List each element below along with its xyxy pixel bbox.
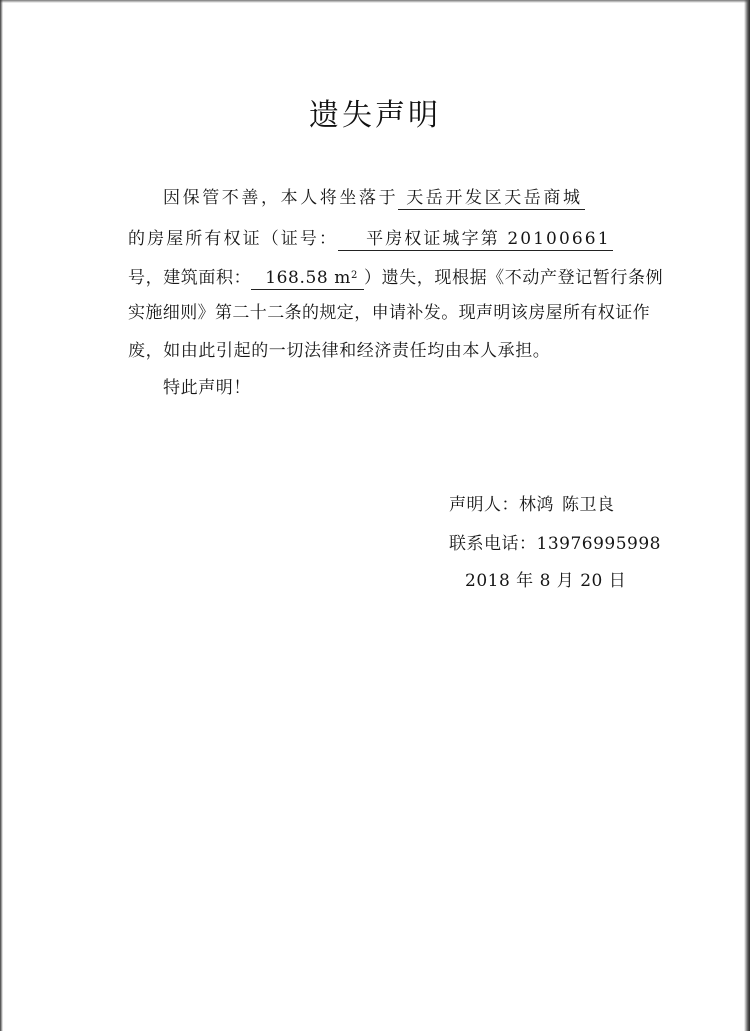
building-area <box>251 268 364 290</box>
declaration-date: 2018 年 8 月 20 日 <box>465 571 627 591</box>
body-line-1-text: 因保管不善，本人将坐落于 <box>163 188 399 208</box>
declarant-line <box>449 495 615 515</box>
body-line-2-text: 的房屋所有权证（证号： <box>128 229 339 249</box>
scan-edge-top <box>0 0 750 3</box>
body-line-3-suffix: ）遗失，现根据《不动产登记暂行条例 <box>363 268 664 288</box>
building-area-value: 168.58 m <box>265 268 352 288</box>
body-line-5: 废，如由此引起的一切法律和经济责任均由本人承担。 <box>128 341 551 361</box>
property-location: 天岳开发区天岳商城 <box>398 188 584 210</box>
body-line-2 <box>128 229 613 249</box>
certificate-number: 平房权证城字第 20100661 <box>338 229 613 251</box>
phone-label: 联系电话： <box>449 534 537 554</box>
body-line-3-prefix: 号，建筑面积： <box>128 268 252 288</box>
phone-number: 13976995998 <box>536 534 661 554</box>
declarant-name-1: 林鸿 <box>519 495 554 515</box>
phone-line <box>449 534 661 554</box>
closing-statement: 特此声明！ <box>163 378 251 398</box>
declarant-name-2: 陈卫良 <box>562 495 615 515</box>
body-line-3 <box>128 266 663 288</box>
scan-edge-right <box>744 0 750 1031</box>
body-line-4: 实施细则》第二十二条的规定，申请补发。现声明该房屋所有权证作 <box>128 303 650 323</box>
document-title: 遗失声明 <box>309 98 441 133</box>
body-line-1 <box>163 188 585 208</box>
declarant-label: 声明人： <box>449 495 519 515</box>
area-unit-superscript: 2 <box>351 270 358 281</box>
scan-edge-left <box>0 0 3 1031</box>
